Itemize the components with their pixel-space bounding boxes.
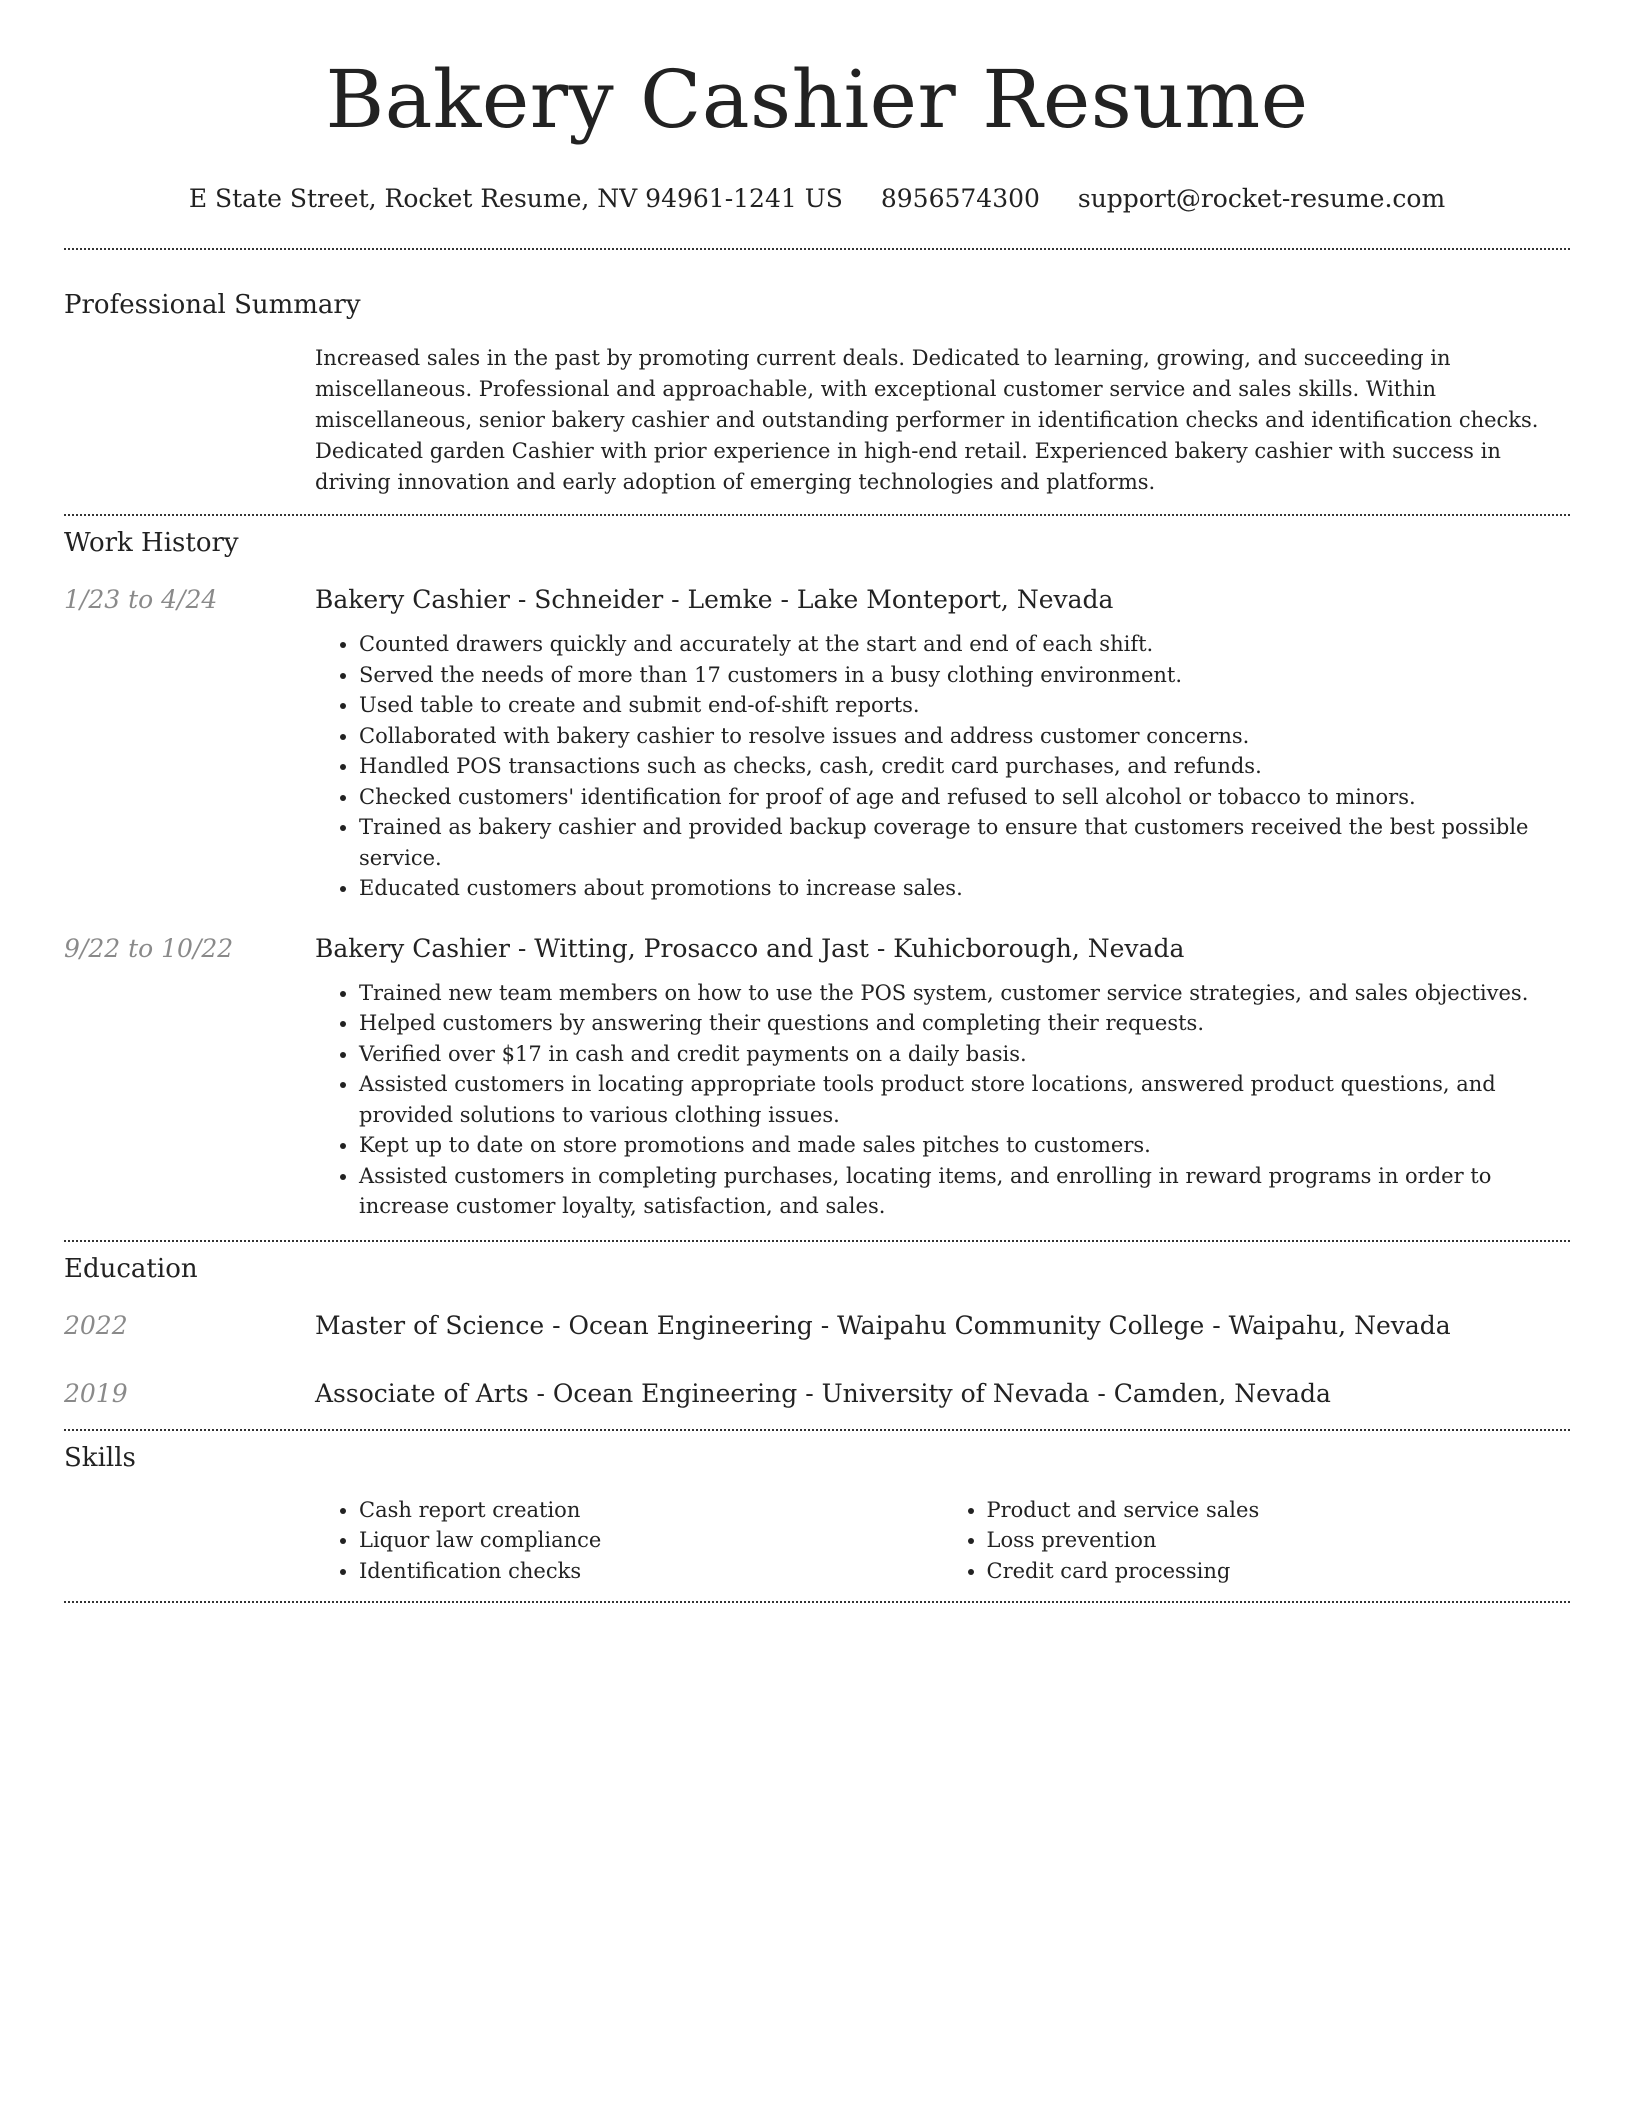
contact-phone: 8956574300 <box>880 184 1040 213</box>
list-item: • Trained new team members on how to use the POS system, customer service strategies, and sales objectives. <box>359 978 1570 1009</box>
job-bullets <box>315 629 1570 904</box>
list-item: • Verified over $17 in cash and credit payments on a daily basis. <box>359 1039 1570 1070</box>
list-item: • Checked customers' identification for proof of age and refused to sell alcohol or tobacco to minors. <box>359 782 1570 813</box>
section-divider <box>64 1601 1570 1603</box>
skills-list-right <box>943 1495 1571 1587</box>
list-item: • Educated customers about promotions to increase sales. <box>359 873 1570 904</box>
list-item: • Loss prevention <box>987 1525 1571 1556</box>
education-year: 2019 <box>64 1378 128 1408</box>
job-entry <box>64 932 1570 1222</box>
summary-text: Increased sales in the past by promoting current deals. Dedicated to learning, growing, and succeeding in miscellaneous. Professional and approachable, with exceptional customer service and sales skills. Within miscellaneous, senior bakery cashier and outstanding performer in identification checks and identification checks. Dedicated garden Cashier with prior experience in high-end retail. Experienced bakery cashier with success in driving innovation and early adoption of emerging technologies and platforms. <box>315 346 1539 494</box>
list-item: • Credit card processing <box>987 1556 1571 1587</box>
section-divider <box>64 248 1570 250</box>
education-text: Associate of Arts - Ocean Engineering - University of Nevada - Camden, Nevada <box>315 1378 1331 1408</box>
education-heading: Education <box>64 1253 198 1284</box>
list-item: • Cash report creation <box>359 1495 943 1526</box>
education-text: Master of Science - Ocean Engineering - Waipahu Community College - Waipahu, Nevada <box>315 1310 1451 1340</box>
list-item: • Used table to create and submit end-of-shift reports. <box>359 690 1570 721</box>
list-item: • Handled POS transactions such as checks, cash, credit card purchases, and refunds. <box>359 751 1570 782</box>
skills-list-left <box>315 1495 943 1587</box>
summary-block <box>64 288 1570 498</box>
job-bullets <box>315 978 1570 1222</box>
list-item: • Counted drawers quickly and accurately at the start and end of each shift. <box>359 629 1570 660</box>
list-item: • Helped customers by answering their questions and completing their requests. <box>359 1008 1570 1039</box>
section-divider <box>64 514 1570 516</box>
section-divider <box>64 1240 1570 1242</box>
job-heading: Bakery Cashier - Witting, Prosacco and Jast - Kuhicborough, Nevada <box>315 933 1185 963</box>
section-divider <box>64 1429 1570 1431</box>
education-entry <box>64 1309 1570 1343</box>
work-section <box>64 526 1570 1222</box>
skills-section <box>64 1441 1570 1587</box>
list-item: • Served the needs of more than 17 customers in a busy clothing environment. <box>359 660 1570 691</box>
list-item: • Trained as bakery cashier and provided backup coverage to ensure that customers received the best possible service. <box>359 812 1570 873</box>
contact-address: E State Street, Rocket Resume, NV 94961-1241 US <box>188 184 843 213</box>
list-item: • Identification checks <box>359 1556 943 1587</box>
contact-line <box>64 182 1570 216</box>
resume-page <box>64 0 1570 1603</box>
job-dates: 1/23 to 4/24 <box>64 585 218 614</box>
list-item: • Collaborated with bakery cashier to resolve issues and address customer concerns. <box>359 721 1570 752</box>
job-dates: 9/22 to 10/22 <box>64 933 234 963</box>
skills-heading: Skills <box>64 1442 136 1473</box>
list-item: • Assisted customers in locating appropriate tools product store locations, answered product questions, and provided solutions to various clothing issues. <box>359 1069 1570 1130</box>
job-heading: Bakery Cashier - Schneider - Lemke - Lake Monteport, Nevada <box>315 585 1114 614</box>
resume-title: Bakery Cashier Resume <box>325 53 1309 146</box>
list-item: • Liquor law compliance <box>359 1525 943 1556</box>
list-item: • Product and service sales <box>987 1495 1571 1526</box>
education-section <box>64 1252 1570 1411</box>
work-heading: Work History <box>64 528 239 558</box>
list-item: • Kept up to date on store promotions and made sales pitches to customers. <box>359 1130 1570 1161</box>
summary-heading: Professional Summary <box>64 290 361 320</box>
contact-email: support@rocket-resume.com <box>1077 184 1446 213</box>
education-year: 2022 <box>64 1310 128 1340</box>
education-entry <box>64 1377 1570 1411</box>
job-entry <box>64 583 1570 904</box>
list-item: • Assisted customers in completing purchases, locating items, and enrolling in reward programs in order to increase customer loyalty, satisfaction, and sales. <box>359 1161 1570 1222</box>
